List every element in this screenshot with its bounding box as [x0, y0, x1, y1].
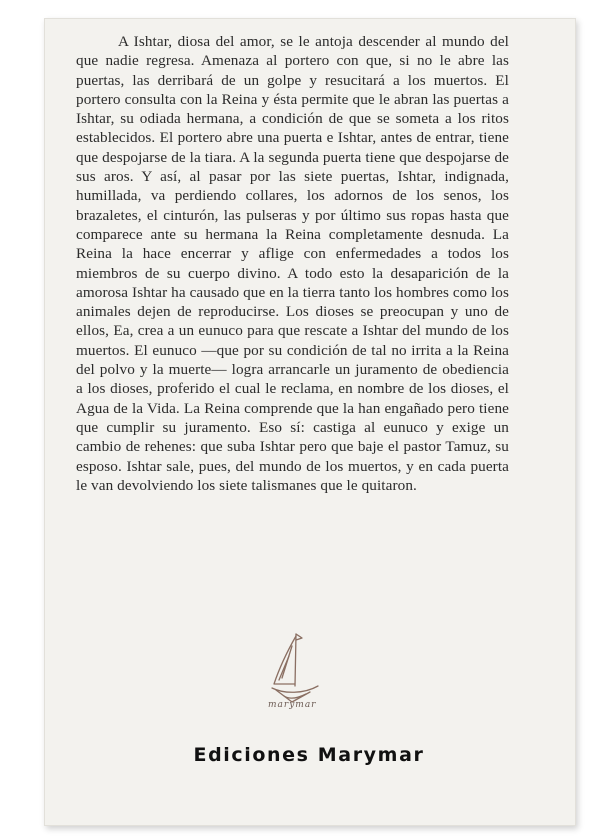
- logo-signature: marymar: [268, 700, 317, 710]
- sailboat-logo-icon: [262, 628, 332, 728]
- publisher-name: Ediciones Marymar: [193, 744, 425, 766]
- synopsis-text: A Ishtar, diosa del amor, se le antoja descender al mundo del que nadie regresa. Amenaza al portero con que, si no le abre las puertas, las derribará de un golpe y resucitará a los muertos. El portero consulta con la Reina y ésta permite que le abran las puertas a Ishtar, su odiada hermana, a condición de que se someta a los ritos establecidos. El portero abre una puerta e Ishtar, antes de entrar, tiene que despojarse de la tiara. A la segunda puerta tiene que despojarse de sus aros. Y así, al pasar por las siete puertas, Ishtar, indignada, humillada, va perdiendo collares, los adornos de los senos, los brazaletes, el cinturón, las pulseras y por último sus ropas hasta que comparece ante su hermana la Reina completamente desnuda. La Reina la hace encerrar y aflige con enfermedades a todos los miembros de su cuerpo divino. A todo esto la desaparición de la amorosa Ishtar ha causado que en la tierra tanto los hombres como los animales dejen de reproducirse. Los dioses se preocupan y uno de ellos, Ea, crea a un eunuco para que rescate a Ishtar del mundo de los muertos. El eunuco —que por su condición de tal no irrita a la Reina del polvo y la muerte— logra arrancarle un juramento de obediencia a los dioses, proferido el cual le reclama, en nombre de los dioses, el Agua de la Vida. La Reina comprende que la han engañado pero tiene que cumplir su juramento. Eso sí: castiga al eunuco y exige un cambio de rehenes: que suba Ishtar pero que baje el pastor Tamuz, su esposo. Ishtar sale, pues, del mundo de los muertos, y en cada puerta le van devolviendo los siete talismanes que le quitaron.: [76, 33, 509, 494]
